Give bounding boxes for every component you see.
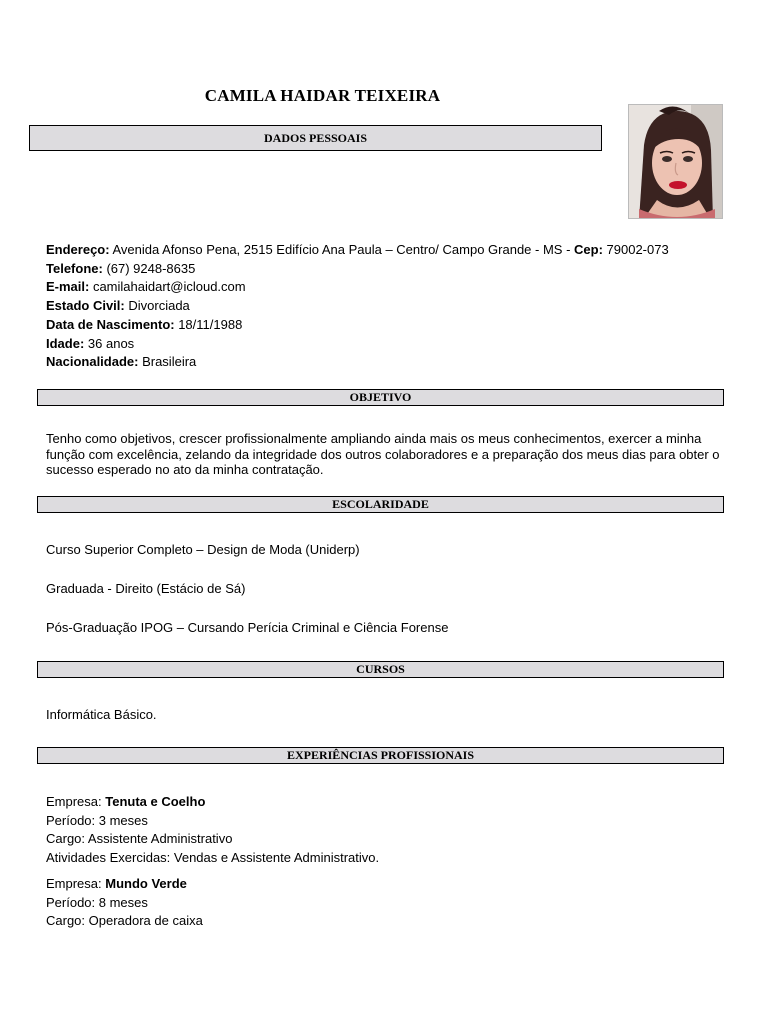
age-line	[46, 335, 669, 354]
objective-text: Tenho como objetivos, crescer profissionalmente ampliando ainda mais os meus conhecimentos, exercer a minha função com excelência, zelando da integridade dos outros colaboradores e a preparação dos meus dias para obter o sucesso esperado no ato da minha contratação.	[46, 431, 720, 477]
marital-status-label: Estado Civil:	[46, 298, 125, 314]
email-label: E-mail:	[46, 279, 90, 295]
birth-date-label: Data de Nascimento:	[46, 316, 175, 332]
address-line	[46, 241, 669, 260]
marital-status-value: Divorciada	[124, 298, 190, 314]
education-item: Curso Superior Completo – Design de Moda (Uniderp)	[46, 542, 360, 557]
period-line: Período: 8 meses	[46, 894, 148, 910]
section-header-objetivo: OBJETIVO	[37, 389, 724, 406]
section-header-escolaridade: ESCOLARIDADE	[37, 496, 724, 513]
company-line	[46, 875, 203, 894]
section-header-cursos: CURSOS	[37, 661, 724, 678]
resume-name: CAMILA HAIDAR TEIXEIRA	[204, 86, 441, 105]
personal-data-block	[46, 241, 669, 372]
education-item: Graduada - Direito (Estácio de Sá)	[46, 581, 246, 596]
role-line: Cargo: Assistente Administrativo	[46, 831, 233, 847]
age-label: Idade:	[46, 335, 85, 351]
marital-status-line	[46, 297, 669, 316]
email-line	[46, 278, 669, 297]
company-name: Tenuta e Coelho	[105, 794, 206, 809]
birth-date-value: 18/11/1988	[174, 316, 243, 332]
activities-line: Atividades Exercidas: Vendas e Assistente Administrativo.	[46, 850, 380, 866]
phone-label: Telefone:	[46, 260, 103, 276]
profile-photo	[628, 104, 723, 219]
age-value: 36 anos	[84, 335, 135, 351]
address-value: Avenida Afonso Pena, 2515 Edifício Ana Paula – Centro/ Campo Grande - MS -	[109, 242, 575, 257]
experience-entry	[46, 793, 379, 868]
section-header-dados-pessoais: DADOS PESSOAIS	[29, 125, 602, 151]
phone-line	[46, 260, 669, 279]
phone-value: (67) 9248-8635	[102, 260, 196, 276]
role-line: Cargo: Operadora de caixa	[46, 913, 203, 929]
nationality-line	[46, 353, 669, 372]
email-value: camilahaidart@icloud.com	[89, 279, 246, 295]
portrait-illustration	[629, 105, 723, 219]
nationality-value: Brasileira	[138, 354, 197, 370]
course-item: Informática Básico.	[46, 707, 157, 722]
experience-entry	[46, 875, 203, 931]
cep-value: 79002-073	[602, 242, 669, 257]
company-name: Mundo Verde	[105, 876, 187, 891]
company-label: Empresa:	[46, 876, 106, 891]
nationality-label: Nacionalidade:	[46, 354, 139, 370]
company-label: Empresa:	[46, 794, 106, 809]
section-header-experiencias: EXPERIÊNCIAS PROFISSIONAIS	[37, 747, 724, 764]
period-line: Período: 3 meses	[46, 812, 148, 828]
address-label: Endereço:	[46, 242, 110, 257]
cep-label: Cep:	[574, 242, 603, 257]
company-line	[46, 793, 379, 812]
education-item: Pós-Graduação IPOG – Cursando Perícia Criminal e Ciência Forense	[46, 620, 449, 635]
birth-date-line	[46, 316, 669, 335]
